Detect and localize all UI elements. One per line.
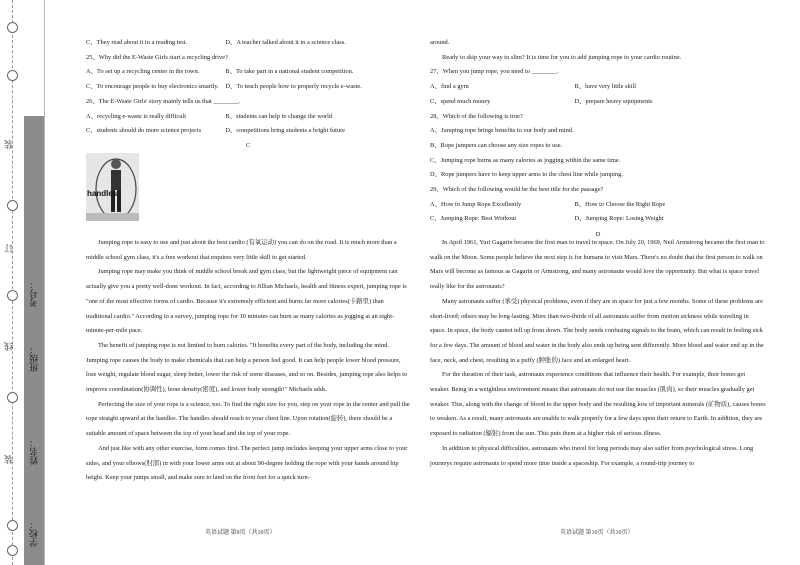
page-footer-left: 英语试题 第9页（共10页） — [205, 530, 276, 536]
question-line: 29、Which of the following would be the best title for the passage? — [430, 186, 604, 194]
question-line: C、Jumping rope burns as many calories as jogging within the same time. — [430, 156, 621, 164]
answer-option: C、students should do more science projects — [86, 127, 202, 135]
answer-option: A、find a gym — [430, 83, 469, 91]
margin-circle — [7, 520, 18, 531]
answer-option-row — [430, 95, 766, 110]
woman-with-rope-icon — [86, 153, 139, 221]
passage-c — [86, 236, 410, 486]
answer-option-row — [86, 65, 410, 80]
cut-line — [12, 0, 13, 565]
passage-paragraph: Perfecting the size of your rope is a science, too. To find the right size for you, step on your rope in the center and pull the rope straight upward at the handles. The handles should reach to your chest line. Upon rotation(旋转), there should be a suitable amount of space between the top of your head and the top of your rope. — [86, 400, 410, 438]
page-footer-right: 英语试题 第10页（共10页） — [560, 530, 634, 536]
answer-option: C、Jumping Rope: Best Workout — [430, 215, 517, 223]
margin-circle — [7, 290, 18, 301]
passage-paragraph: In addition to physical difficulties, astronauts who travel for long periods may also suffer from psychological stress. Long journeys require astronauts to spend more time inside a spaceship. For example, a round-trip journey to — [430, 444, 754, 467]
answer-option: B、students can help to change the world — [225, 112, 333, 120]
margin-circle — [7, 545, 18, 556]
answer-option-row — [86, 80, 410, 95]
margin-circle — [7, 200, 18, 211]
question-line: Ready to skip your way to slim? It is time for you to add jumping rope to your cardio routine. — [442, 53, 682, 61]
question-line: D、Rope jumpers have to keep upper arms to the chest line while jumping. — [430, 171, 623, 179]
answer-option: C、To encourage people to buy electronics smartly. — [86, 83, 219, 91]
passage-paragraph: Many astronauts suffer (承受) physical problems, even if they are in space for just a few months. Some of these problems are short-lived; others may be long-lasting. More than two-thirds of all astronauts suffer from motion sickness while traveling in space. In space, the body cannot tell up from down. The body sends confusing signals to the brain, which can result in feeling sick for a few days. The amount of blood and water in the body also ends up being sent differently. More blood and water end up in the face, neck, and chest, resulting in a puffy (肿胀的) face and an enlarged heart. — [430, 297, 764, 364]
answer-option: D、Jumping Rope: Losing Weight — [574, 215, 664, 223]
answer-option: A、How to Jump Rope Excellently — [430, 200, 522, 208]
question-line: 27、When you jump rope, you need to ________. — [430, 68, 559, 76]
field-class: 班级： — [29, 345, 39, 372]
answer-option: B、have very little skill — [574, 83, 637, 91]
right-questions — [430, 36, 766, 227]
answer-option: D、To teach people how to properly recycle e-waste. — [225, 83, 362, 91]
answer-option: D、prepare heavy equipments — [574, 97, 653, 105]
answer-option-row — [86, 110, 410, 125]
answer-option-row — [430, 198, 766, 213]
jump-rope-photo — [86, 153, 139, 221]
photo-caption: handles — [87, 189, 118, 198]
passage-paragraph: And just like with any other exercise, form comes first. The perfect jump includes keeping your upper arms close to your sides, and your elbows(肘部) in with your lower arms out at about 90-degree holding the rope with your hands around hip height. Keep your jumps small, and make sure to land on the front feet for a quick turn- — [86, 444, 408, 482]
answer-option-row — [86, 36, 410, 51]
answer-option-row — [430, 80, 766, 95]
margin-circle — [7, 392, 18, 403]
section-label-d: D — [595, 231, 601, 238]
margin-mark: 装 — [4, 140, 14, 149]
answer-option: D、competitions bring students a bright future — [225, 127, 346, 135]
margin-mark: 订 — [4, 244, 14, 253]
answer-option: C、spend much money — [430, 97, 491, 105]
question-line: A、Jumping rope brings benefits to our body and mind. — [430, 127, 574, 135]
passage-d — [430, 236, 766, 471]
passage-paragraph: For the duration of their task, astronauts experience conditions that influence their health. For example, their bones get weaker. Being in a weightless environment means that astronauts do not use the muscles (肌肉), so their muscles gradually get weaker. This, along with the change of blood to the upper body and the resulting loss of important minerals (矿物质), causes bones to weaken. As a result, many astronauts are unable to walk properly for a few days upon their return to Earth. In addition, they are exposed to radiation (辐射) from the sun. This puts them at a higher risk of serious illness. — [430, 371, 766, 438]
answer-option: A、To set up a recycling center in the town. — [86, 68, 200, 76]
passage-paragraph: Jumping rope is easy to use and just about the best cardio (有氧运动) you can do on the road. It is much more than a middle school gym class, it's a free workout that requires very little skill to get started. — [86, 239, 397, 261]
binding-margin — [0, 0, 44, 565]
answer-option-row — [430, 212, 766, 227]
margin-mark: 线 — [4, 342, 14, 351]
answer-option: A、recycling e-waste is really difficult — [86, 112, 186, 120]
passage-paragraph: In April 1961, Yuri Gagarin became the first man to travel in space. On July 20, 1969, Neil Armstrong became the first man to walk on the Moon. Some people believe the next step is for humans to visit Mars. There's no doubt that the first person to walk on Mars will become as famous as Gagarin or Armstrong, and many astronauts would love the opportunity. But what is space travel really like for the astronauts? — [430, 239, 765, 291]
answer-option: B、To take part in a national student competition. — [225, 68, 354, 76]
margin-circle — [7, 22, 18, 33]
field-name: 姓名： — [29, 438, 39, 465]
question-line: 26、The E-Waste Girls' story mainly tells us that ________. — [86, 97, 241, 105]
question-line: 25、Why did the E-Waste Girls start a recycling drive? — [86, 53, 228, 61]
margin-mark: 装 — [4, 455, 14, 464]
info-bar — [24, 116, 44, 565]
passage-paragraph: Jumping rope may make you think of middle school break and gym class, but the lightweight piece of equipment can actually give you a pretty well-done workout. In fact, according to Jillian Michaels, health and fitness expert, jumping rope is "one of the most effective forms of cardio. Because it's extremely efficient and burns far more calories(卡路里) than traditional cardio." According to a survey, jumping rope for 10 minutes can burn as many calories as jogging at an eight-minute-per-mile pace. — [86, 268, 407, 335]
answer-option: D、A teacher talked about it in a science class. — [225, 39, 346, 46]
answer-option: C、They read about it in a reading test. — [86, 39, 188, 46]
answer-option: B、How to Choose the Right Rope — [574, 200, 666, 208]
question-line: B、Rope jumpers can choose any size ropes to use. — [430, 141, 563, 149]
answer-option-row — [86, 124, 410, 139]
field-school: 学校： — [29, 520, 39, 547]
question-line: 28、Which of the following is true? — [430, 112, 523, 120]
question-line: around. — [430, 39, 450, 46]
margin-border — [44, 0, 45, 565]
field-exam-number: 考号： — [29, 280, 39, 307]
section-label-c: C — [245, 142, 251, 149]
left-questions — [86, 36, 410, 139]
passage-paragraph: The benefit of jumping rope is not limited to burn calories. "It benefits every part of the body, including the mind. Jumping rope causes the body to make chemicals that can help a person feel good. It can help people lower blood pressure, lose weight, regulate blood sugar, sleep better, lower the risk of some diseases, and so on. Besides, jumping rope also helps to improve coordination(协调性), bone density(密度), and lower body strength!" Michaels adds. — [86, 341, 408, 394]
margin-circle — [7, 70, 18, 81]
